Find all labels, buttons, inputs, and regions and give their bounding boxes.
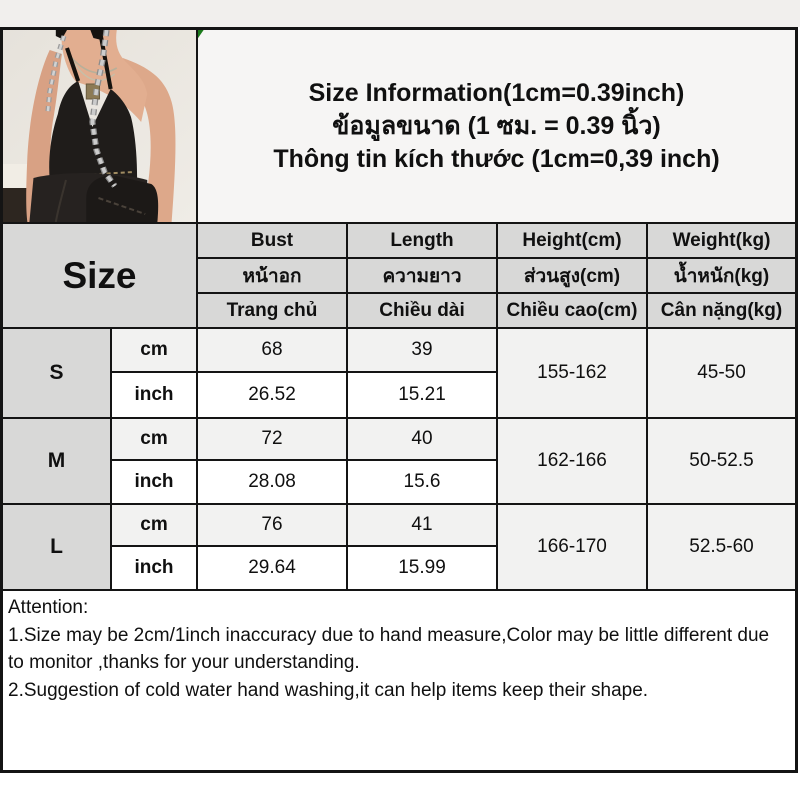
l-height-range: 166-170 — [498, 505, 646, 589]
s-bust-inch: 26.52 — [198, 373, 346, 417]
size-row-label-s: S — [3, 329, 110, 417]
header-weight-en: Weight(kg) — [648, 224, 795, 257]
attention-heading: Attention: — [8, 597, 89, 618]
model-photo-illustration — [3, 30, 196, 222]
m-weight-range: 50-52.5 — [648, 419, 795, 503]
title-english: Size Information(1cm=0.39inch) — [308, 78, 685, 107]
header-weight-vi: Cân nặng(kg) — [648, 294, 795, 327]
s-length-cm: 39 — [348, 329, 496, 371]
l-length-cm: 41 — [348, 505, 496, 545]
header-height-en: Height(cm) — [498, 224, 646, 257]
product-photo — [3, 30, 196, 222]
m-height-range: 162-166 — [498, 419, 646, 503]
unit-label-cm: cm — [112, 419, 196, 459]
header-height-th: ส่วนสูง(cm) — [498, 259, 646, 292]
unit-label-inch: inch — [112, 547, 196, 589]
size-row-label-l: L — [3, 505, 110, 589]
size-row-label-m: M — [3, 419, 110, 503]
header-length-vi: Chiều dài — [348, 294, 496, 327]
s-bust-cm: 68 — [198, 329, 346, 371]
m-bust-inch: 28.08 — [198, 461, 346, 503]
header-height-vi: Chiều cao(cm) — [498, 294, 646, 327]
unit-label-inch: inch — [112, 461, 196, 503]
attention-note — [3, 591, 795, 770]
size-corner-label: Size — [3, 224, 196, 327]
page-top-margin — [0, 0, 800, 27]
s-length-inch: 15.21 — [348, 373, 496, 417]
header-weight-th: น้ำหนัก(kg) — [648, 259, 795, 292]
l-length-inch: 15.99 — [348, 547, 496, 589]
l-weight-range: 52.5-60 — [648, 505, 795, 589]
m-bust-cm: 72 — [198, 419, 346, 459]
attention-note-2: 2.Suggestion of cold water hand washing,it can help items keep their shape. — [8, 679, 649, 701]
size-info-title-block — [198, 30, 795, 222]
title-vietnamese: Thông tin kích thước (1cm=0,39 inch) — [273, 144, 720, 173]
l-bust-inch: 29.64 — [198, 547, 346, 589]
header-bust-th: หน้าอก — [198, 259, 346, 292]
attention-note-1: 1.Size may be 2cm/1inch inaccuracy due to hand measure,Color may be little different due to monitor ,thanks for your understanding. — [8, 624, 770, 673]
header-length-en: Length — [348, 224, 496, 257]
s-weight-range: 45-50 — [648, 329, 795, 417]
green-corner-marker-icon — [198, 30, 205, 41]
header-bust-vi: Trang chủ — [198, 294, 346, 327]
size-table — [0, 27, 798, 773]
unit-label-cm: cm — [112, 329, 196, 371]
unit-label-inch: inch — [112, 373, 196, 417]
title-thai: ข้อมูลขนาด (1 ซม. = 0.39 นิ้ว) — [332, 111, 661, 140]
unit-label-cm: cm — [112, 505, 196, 545]
header-length-th: ความยาว — [348, 259, 496, 292]
m-length-cm: 40 — [348, 419, 496, 459]
s-height-range: 155-162 — [498, 329, 646, 417]
l-bust-cm: 76 — [198, 505, 346, 545]
header-bust-en: Bust — [198, 224, 346, 257]
m-length-inch: 15.6 — [348, 461, 496, 503]
